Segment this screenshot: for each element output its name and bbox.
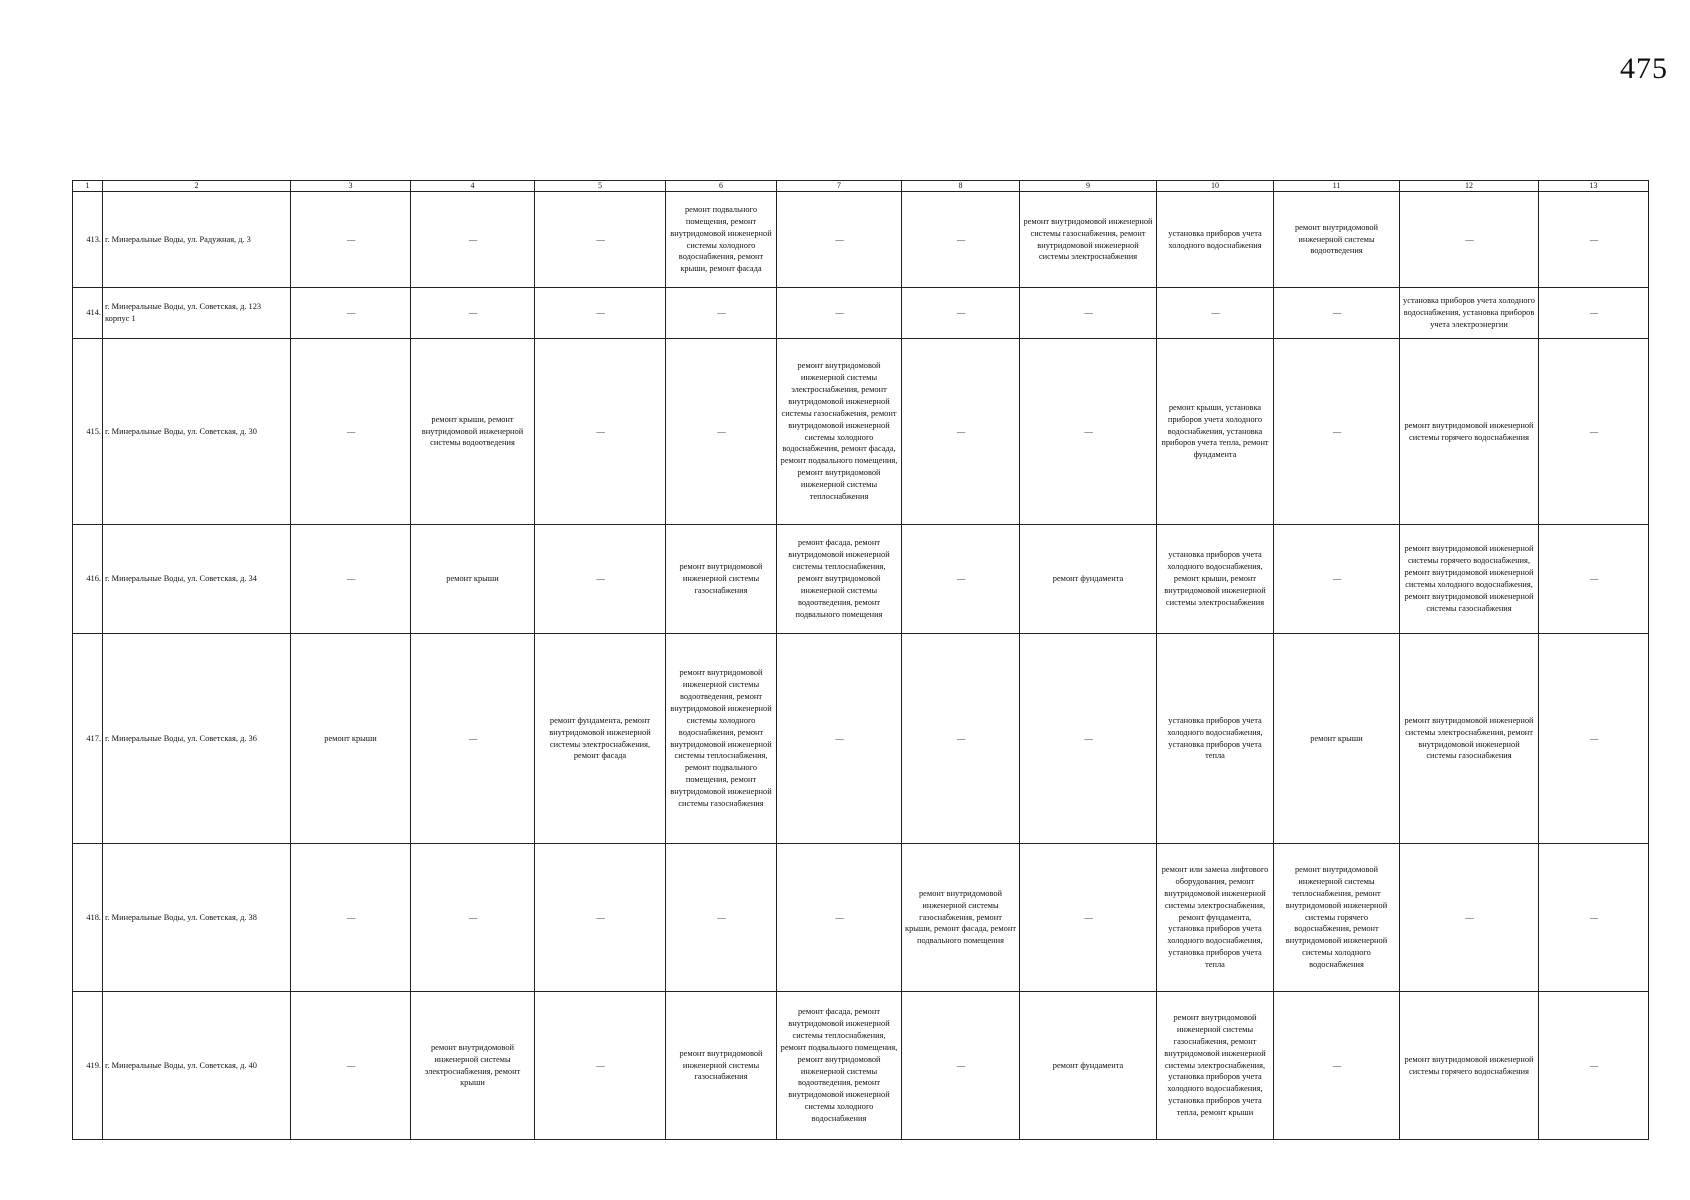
row-number: 418. [73, 844, 103, 992]
column-number: 2 [103, 181, 291, 192]
work-description-cell: ремонт внутридомовой инженерной системы электроснабжения, ремонт крыши [411, 992, 535, 1140]
table-body [73, 192, 1649, 1140]
column-number: 12 [1400, 181, 1539, 192]
empty-dash-cell: — [411, 634, 535, 844]
column-number: 11 [1274, 181, 1400, 192]
empty-dash-cell: — [902, 525, 1020, 634]
empty-dash-cell: — [777, 844, 902, 992]
empty-dash-cell: — [902, 339, 1020, 525]
table-row [73, 339, 1649, 525]
work-description-cell: ремонт или замена лифтового оборудования, ремонт внутридомовой инженерной системы электроснабжения, ремонт фундамента, установка приборов учета холодного водоснабжения, установка приборов учета тепла [1157, 844, 1274, 992]
work-description-cell: ремонт крыши [1274, 634, 1400, 844]
work-description-cell: ремонт крыши [411, 525, 535, 634]
address-cell: г. Минеральные Воды, ул. Советская, д. 40 [103, 992, 291, 1140]
work-description-cell: ремонт крыши, ремонт внутридомовой инженерной системы водоотведения [411, 339, 535, 525]
empty-dash-cell: — [777, 288, 902, 339]
empty-dash-cell: — [1274, 992, 1400, 1140]
empty-dash-cell: — [1400, 192, 1539, 288]
row-number: 417. [73, 634, 103, 844]
empty-dash-cell: — [1539, 525, 1649, 634]
empty-dash-cell: — [535, 525, 666, 634]
empty-dash-cell: — [291, 339, 411, 525]
empty-dash-cell: — [535, 339, 666, 525]
empty-dash-cell: — [1539, 634, 1649, 844]
empty-dash-cell: — [1020, 634, 1157, 844]
work-description-cell: ремонт фундамента [1020, 525, 1157, 634]
empty-dash-cell: — [1539, 288, 1649, 339]
work-description-cell: установка приборов учета холодного водоснабжения, установка приборов учета электроэнергии [1400, 288, 1539, 339]
row-number: 414. [73, 288, 103, 339]
row-number: 415. [73, 339, 103, 525]
work-description-cell: ремонт подвального помещения, ремонт внутридомовой инженерной системы холодного водоснабжения, ремонт крыши, ремонт фасада [666, 192, 777, 288]
empty-dash-cell: — [777, 634, 902, 844]
empty-dash-cell: — [1020, 844, 1157, 992]
work-description-cell: ремонт внутридомовой инженерной системы электроснабжения, ремонт внутридомовой инженерной системы газоснабжения, ремонт внутридомовой инженерной системы холодного водоснабжения, ремонт фасада, ремонт подвального помещения, ремонт внутридомовой инженерной системы теплоснабжения [777, 339, 902, 525]
address-cell: г. Минеральные Воды, ул. Радужная, д. 3 [103, 192, 291, 288]
empty-dash-cell: — [291, 992, 411, 1140]
table-row [73, 288, 1649, 339]
empty-dash-cell: — [666, 288, 777, 339]
empty-dash-cell: — [291, 525, 411, 634]
address-cell: г. Минеральные Воды, ул. Советская, д. 30 [103, 339, 291, 525]
work-description-cell: ремонт внутридомовой инженерной системы газоснабжения [666, 992, 777, 1140]
empty-dash-cell: — [1274, 288, 1400, 339]
column-number: 13 [1539, 181, 1649, 192]
row-number: 413. [73, 192, 103, 288]
empty-dash-cell: — [535, 288, 666, 339]
empty-dash-cell: — [1539, 992, 1649, 1140]
column-number: 10 [1157, 181, 1274, 192]
address-cell: г. Минеральные Воды, ул. Советская, д. 34 [103, 525, 291, 634]
work-description-cell: ремонт внутридомовой инженерной системы газоснабжения, ремонт внутридомовой инженерной системы электроснабжения [1020, 192, 1157, 288]
empty-dash-cell: — [666, 844, 777, 992]
empty-dash-cell: — [902, 288, 1020, 339]
column-number: 5 [535, 181, 666, 192]
empty-dash-cell: — [291, 288, 411, 339]
row-number: 416. [73, 525, 103, 634]
empty-dash-cell: — [1157, 288, 1274, 339]
work-description-cell: ремонт внутридомовой инженерной системы газоснабжения, ремонт внутридомовой инженерной системы электроснабжения, установка приборов учета холодного водоснабжения, установка приборов учета тепла, ремонт крыши [1157, 992, 1274, 1140]
column-number-row [73, 181, 1649, 192]
empty-dash-cell: — [1539, 192, 1649, 288]
column-number: 9 [1020, 181, 1157, 192]
empty-dash-cell: — [902, 634, 1020, 844]
empty-dash-cell: — [291, 192, 411, 288]
work-description-cell: ремонт внутридомовой инженерной системы газоснабжения, ремонт крыши, ремонт фасада, ремонт подвального помещения [902, 844, 1020, 992]
empty-dash-cell: — [1400, 844, 1539, 992]
empty-dash-cell: — [291, 844, 411, 992]
work-description-cell: ремонт крыши, установка приборов учета холодного водоснабжения, установка приборов учета тепла, ремонт фундамента [1157, 339, 1274, 525]
work-description-cell: ремонт внутридомовой инженерной системы водоотведения [1274, 192, 1400, 288]
table-row [73, 525, 1649, 634]
empty-dash-cell: — [411, 288, 535, 339]
work-description-cell: ремонт внутридомовой инженерной системы горячего водоснабжения [1400, 992, 1539, 1140]
column-number: 1 [73, 181, 103, 192]
empty-dash-cell: — [411, 844, 535, 992]
empty-dash-cell: — [666, 339, 777, 525]
address-cell: г. Минеральные Воды, ул. Советская, д. 36 [103, 634, 291, 844]
work-description-cell: ремонт внутридомовой инженерной системы электроснабжения, ремонт внутридомовой инженерной системы газоснабжения [1400, 634, 1539, 844]
empty-dash-cell: — [535, 992, 666, 1140]
table-row [73, 634, 1649, 844]
work-description-cell: установка приборов учета холодного водоснабжения [1157, 192, 1274, 288]
address-cell: г. Минеральные Воды, ул. Советская, д. 123 корпус 1 [103, 288, 291, 339]
empty-dash-cell: — [1274, 525, 1400, 634]
table-row [73, 844, 1649, 992]
empty-dash-cell: — [1274, 339, 1400, 525]
column-number: 8 [902, 181, 1020, 192]
work-description-cell: ремонт фасада, ремонт внутридомовой инженерной системы теплоснабжения, ремонт внутридомовой инженерной системы водоотведения, ремонт подвального помещения [777, 525, 902, 634]
empty-dash-cell: — [535, 192, 666, 288]
empty-dash-cell: — [535, 844, 666, 992]
work-description-cell: ремонт внутридомовой инженерной системы водоотведения, ремонт внутридомовой инженерной системы холодного водоснабжения, ремонт внутридомовой инженерной системы теплоснабжения, ремонт подвального помещения, ремонт внутридомовой инженерной системы газоснабжения [666, 634, 777, 844]
page-number: 475 [1620, 52, 1668, 85]
table-row [73, 192, 1649, 288]
column-number: 4 [411, 181, 535, 192]
work-description-cell: ремонт крыши [291, 634, 411, 844]
repair-schedule-table [72, 180, 1649, 1140]
work-description-cell: ремонт внутридомовой инженерной системы горячего водоснабжения, ремонт внутридомовой инженерной системы холодного водоснабжения, ремонт внутридомовой инженерной системы газоснабжения [1400, 525, 1539, 634]
column-number: 3 [291, 181, 411, 192]
work-description-cell: ремонт фасада, ремонт внутридомовой инженерной системы теплоснабжения, ремонт подвального помещения, ремонт внутридомовой инженерной системы водоотведения, ремонт внутридомовой инженерной системы холодного водоснабжения [777, 992, 902, 1140]
work-description-cell: установка приборов учета холодного водоснабжения, ремонт крыши, ремонт внутридомовой инженерной системы электроснабжения [1157, 525, 1274, 634]
empty-dash-cell: — [902, 992, 1020, 1140]
work-description-cell: ремонт внутридомовой инженерной системы горячего водоснабжения [1400, 339, 1539, 525]
row-number: 419. [73, 992, 103, 1140]
work-description-cell: ремонт внутридомовой инженерной системы газоснабжения [666, 525, 777, 634]
work-description-cell: ремонт внутридомовой инженерной системы теплоснабжения, ремонт внутридомовой инженерной системы горячего водоснабжения, ремонт внутридомовой инженерной системы холодного водоснабжения [1274, 844, 1400, 992]
empty-dash-cell: — [1539, 339, 1649, 525]
empty-dash-cell: — [411, 192, 535, 288]
column-number: 6 [666, 181, 777, 192]
empty-dash-cell: — [1539, 844, 1649, 992]
empty-dash-cell: — [777, 192, 902, 288]
column-number: 7 [777, 181, 902, 192]
empty-dash-cell: — [1020, 288, 1157, 339]
work-description-cell: ремонт фундамента, ремонт внутридомовой инженерной системы электроснабжения, ремонт фасада [535, 634, 666, 844]
empty-dash-cell: — [1020, 339, 1157, 525]
empty-dash-cell: — [902, 192, 1020, 288]
table-row [73, 992, 1649, 1140]
work-description-cell: ремонт фундамента [1020, 992, 1157, 1140]
address-cell: г. Минеральные Воды, ул. Советская, д. 38 [103, 844, 291, 992]
work-description-cell: установка приборов учета холодного водоснабжения, установка приборов учета тепла [1157, 634, 1274, 844]
